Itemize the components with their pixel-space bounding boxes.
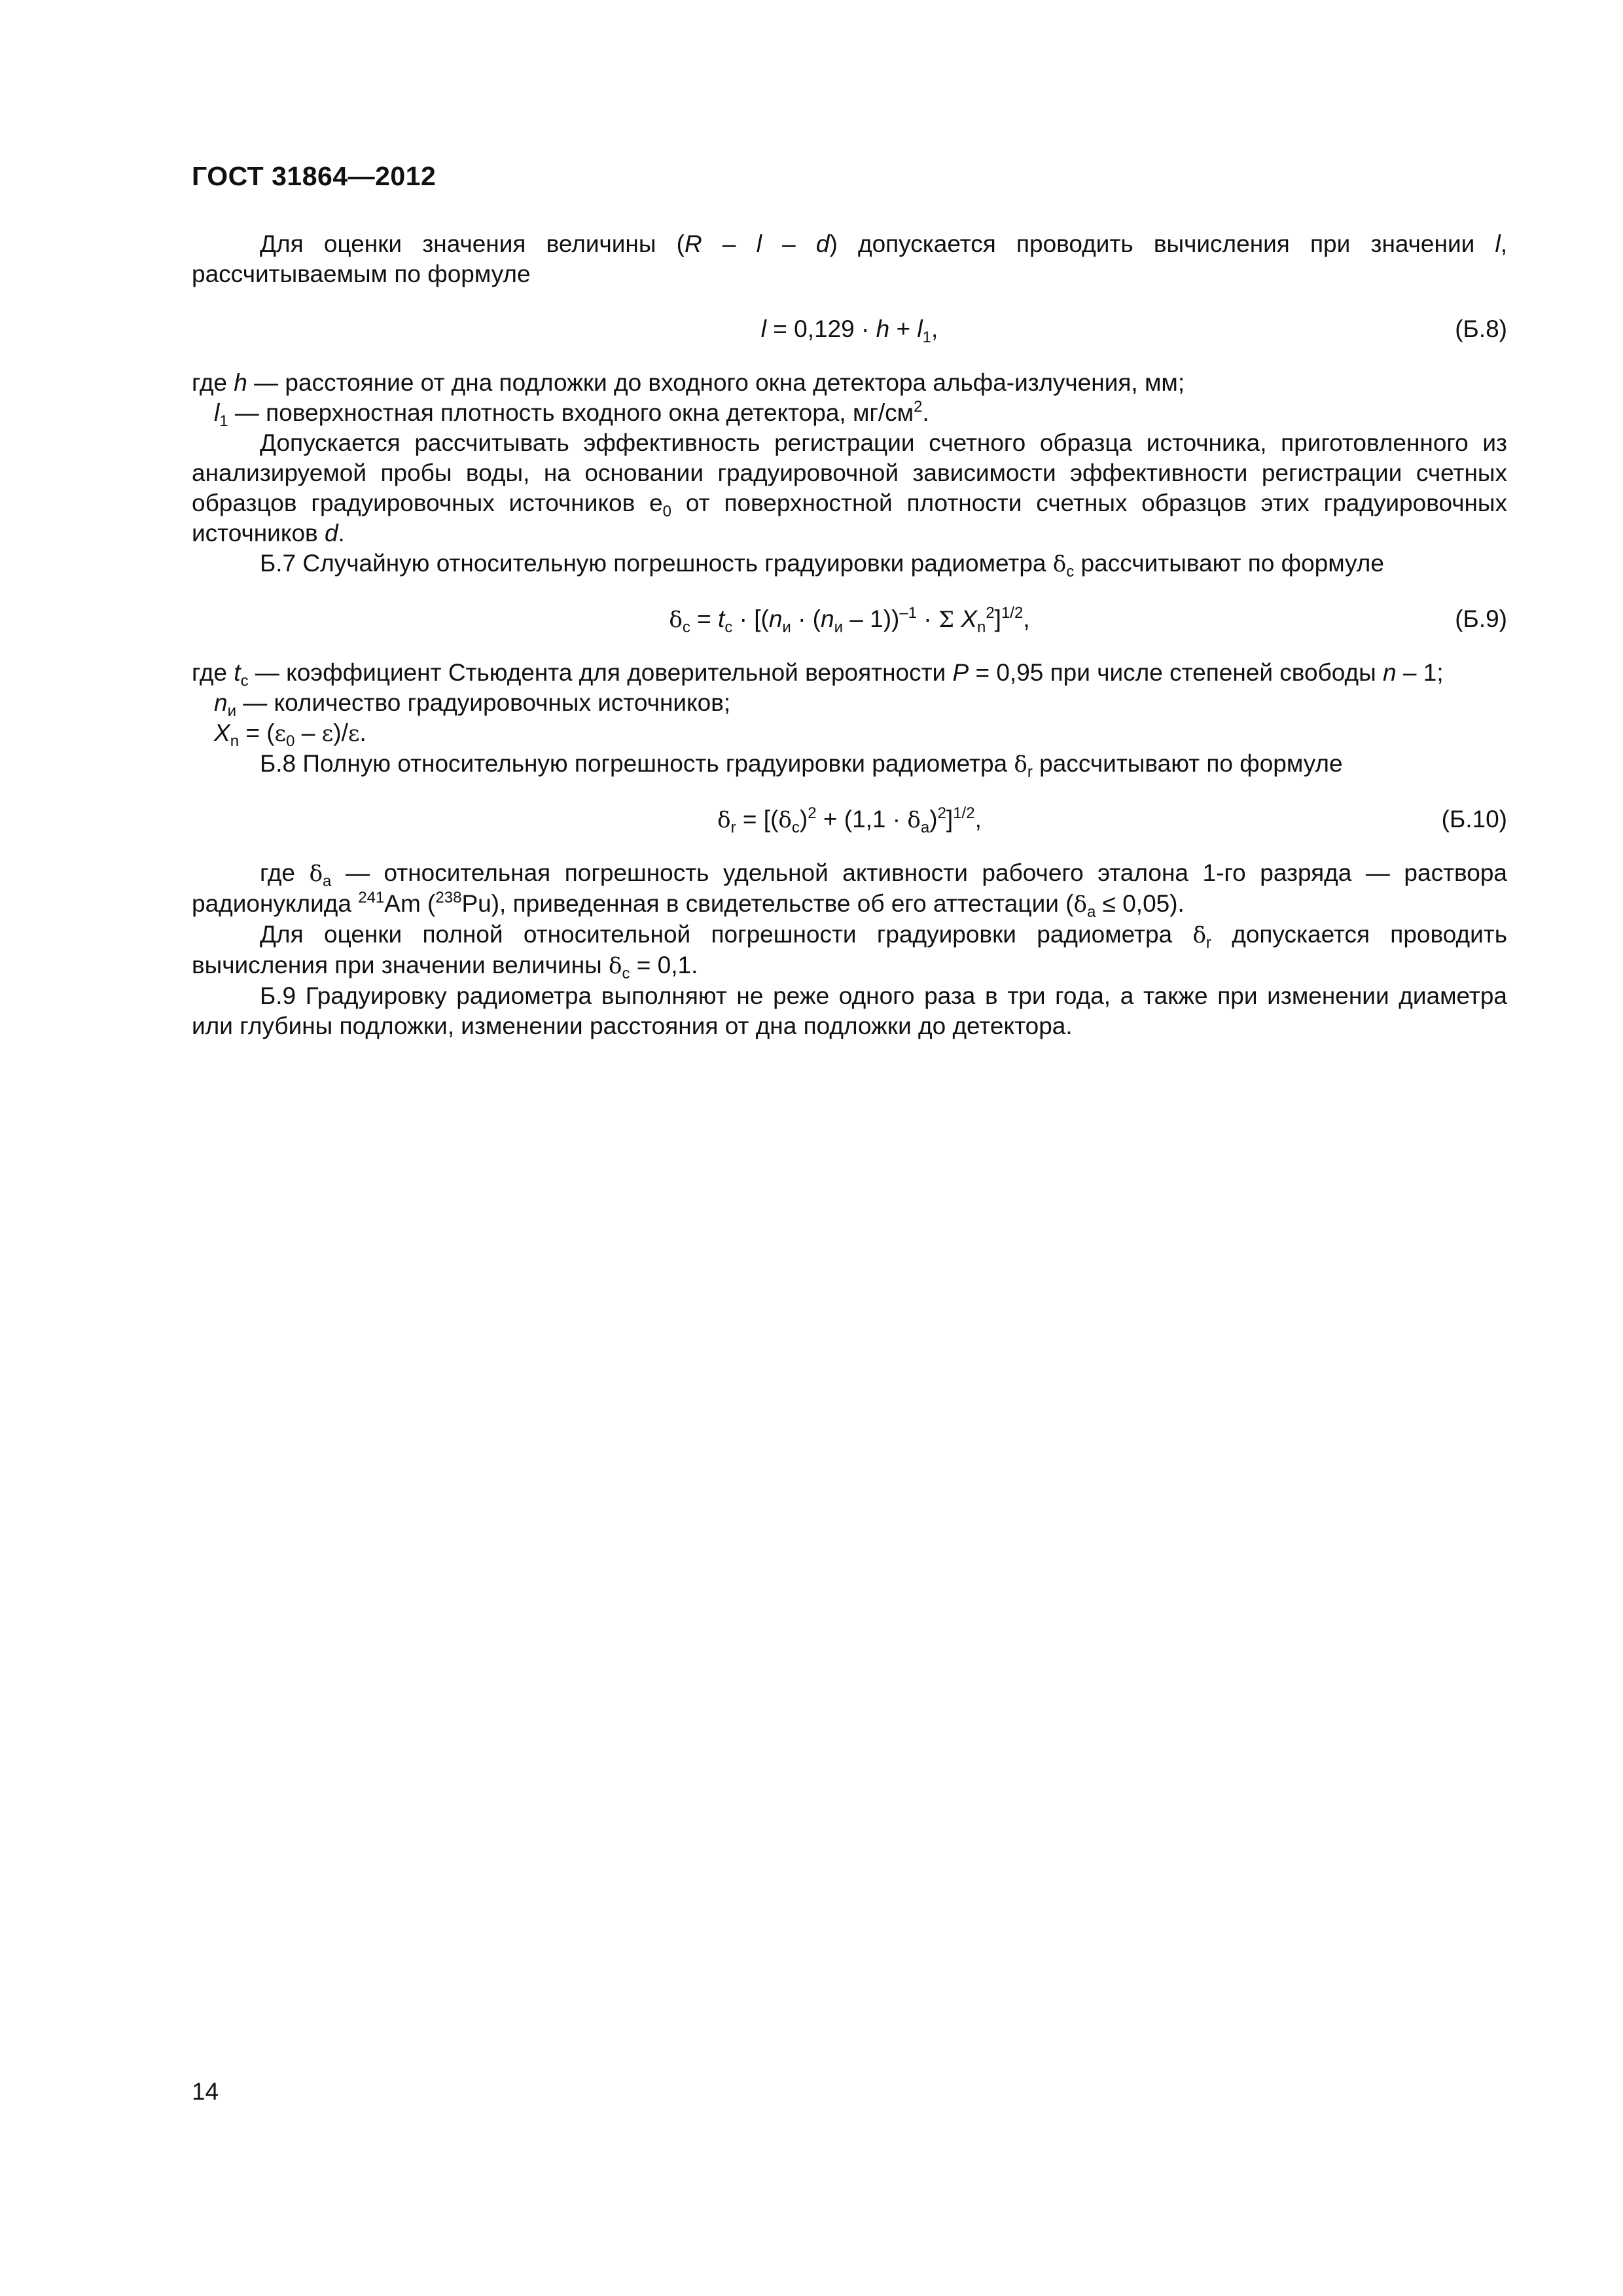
paragraph-b7: Б.7 Случайную относительную погрешность градуировки радиометра $\delta_c$ рассчитывают по формуле bbox=[260, 550, 1384, 581]
equation-b9-formula: $\delta_c = t_c \cdot [(n_и \cdot (n_и - 1))^{-1} \cdot \Sigma$ $X_n^2]^{1/2}$, bbox=[669, 604, 1030, 636]
equation-b9 bbox=[192, 604, 1507, 634]
equation-b8-number: (Б.8) bbox=[1455, 315, 1507, 342]
paragraph-delta-a: где $\delta_a$ — относительная погрешность удельной активности рабочего эталона 1-го разряда — раствора радионуклида $^{241}$Am ($^{238}$Pu), приведенная в свидетельстве об его аттестации $(\delta_a \le 0,05)$. bbox=[192, 859, 1507, 921]
where-xn: $X_n = (\varepsilon_0 - \varepsilon)/\varepsilon$. bbox=[214, 719, 366, 750]
where-h: где h — расстояние от дна подложки до входного окна детектора альфа-излучения, мм; bbox=[192, 369, 1185, 396]
where-l1: $l_1$ — поверхностная плотность входного окна детектора, $мг/см^2$. bbox=[214, 398, 929, 430]
equation-b8 bbox=[192, 314, 1507, 344]
where-ni: $n_и$ — количество градуировочных источников; bbox=[214, 689, 731, 720]
where-tc: где $t_c$ — коэффициент Стьюдента для доверительной вероятности P = 0,95 при числе степеней свободы n – 1; bbox=[192, 659, 1444, 690]
paragraph-efficiency: Допускается рассчитывать эффективность регистрации счетного образца источника, приготовленного из анализируемой пробы воды, на основании градуировочной зависимости эффективности регистрации счетных образцов градуировочных источников $e_0$ от поверхностной плотности счетных образцов этих градуировочных источников d. bbox=[192, 429, 1508, 547]
page-number: 14 bbox=[192, 2078, 219, 2105]
equation-b8-formula: $l = 0,129 \cdot h + l_1$, bbox=[760, 315, 938, 346]
document-body bbox=[192, 229, 1507, 1041]
paragraph-l-estimate: Для оценки значения величины (R – l – d) допускается проводить вычисления при значении l, рассчитываемым по формуле bbox=[192, 230, 1507, 287]
paragraph-b9: Б.9 Градуировку радиометра выполняют не реже одного раза в три года, а также при изменении диаметра или глубины подложки, изменении расстояния от дна подложки до детектора. bbox=[192, 982, 1507, 1039]
equation-b10-formula: $\delta_r = [(\delta_c)^2 + (1,1 \cdot \delta_a)^2]^{1/2}$, bbox=[717, 804, 982, 836]
paragraph-b8: Б.8 Полную относительную погрешность градуировки радиометра $\delta_r$ рассчитывают по формуле bbox=[260, 750, 1343, 781]
equation-b10 bbox=[192, 804, 1507, 834]
equation-b9-number: (Б.9) bbox=[1455, 605, 1507, 632]
equation-b10-number: (Б.10) bbox=[1441, 806, 1507, 833]
document-header: ГОСТ 31864—2012 bbox=[192, 161, 437, 191]
paragraph-full-error-estimate: Для оценки полной относительной погрешности градуировки радиометра $\delta_r$ допускается проводить вычисления при значении величины $\delta_c = 0,1$. bbox=[192, 921, 1507, 982]
